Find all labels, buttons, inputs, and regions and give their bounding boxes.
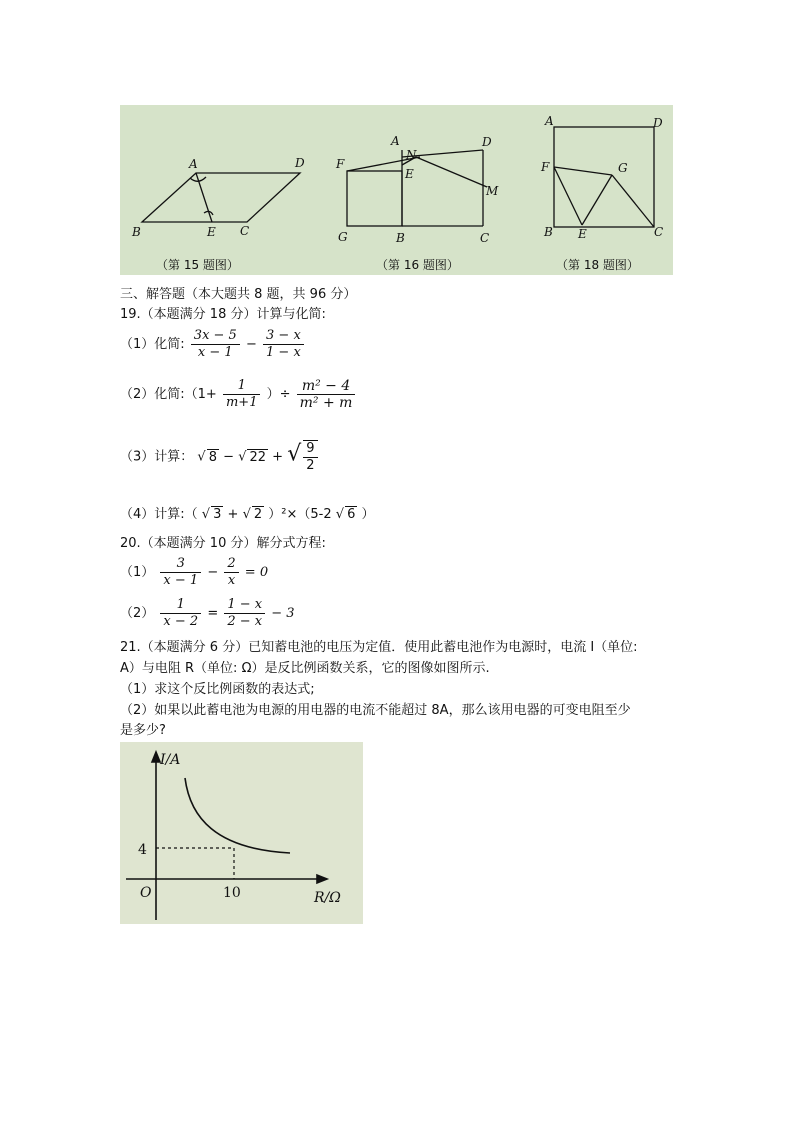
q19-stem: 19.（本题满分 18 分）计算与化简:	[120, 307, 326, 322]
fig18-label-G: G	[618, 161, 628, 175]
fig15-segment-AE	[196, 173, 212, 222]
q20-p2-frac1	[160, 597, 201, 630]
q19-p3-frac	[303, 440, 317, 474]
fig15-label-D: D	[295, 156, 305, 170]
q19-p2-label: （2）化简:（1+	[120, 387, 217, 402]
q19-p4-rad1: 3	[213, 507, 222, 522]
fig15-caption: （第 15 题图）	[156, 258, 239, 272]
fig18-line-GC	[612, 175, 654, 227]
fig18-label-A: A	[545, 114, 554, 128]
q20-p1-frac2	[224, 556, 238, 589]
q20-p2-den1: x − 2	[163, 614, 199, 629]
q19-p4-op: +	[227, 507, 239, 522]
q20-p1-frac1	[160, 556, 201, 589]
q20-p2-num1: 1	[160, 597, 201, 614]
q20-p2-frac2	[224, 597, 265, 630]
fig18-label-F: F	[541, 160, 550, 174]
fig15-label-A: A	[189, 157, 198, 171]
sqrt-icon: √	[197, 449, 206, 465]
q20-p2-den2: 2 − x	[227, 614, 263, 629]
fig15-label-E: E	[207, 225, 216, 239]
fig15-label-C: C	[240, 224, 250, 238]
fig18-square	[554, 127, 654, 227]
q21-line3: （1）求这个反比例函数的表达式;	[120, 682, 315, 697]
fig16-label-A: A	[391, 134, 400, 148]
section-title: 三、解答题（本大题共 8 题，共 96 分）	[120, 287, 357, 302]
sqrt-icon: √	[335, 507, 345, 522]
fig16-label-F: F	[336, 157, 345, 171]
y-tick-label: 4	[138, 842, 147, 858]
fig18-label-C: C	[654, 225, 664, 239]
q19-p2-num2: m² − 4	[297, 378, 356, 395]
q20-p2-eq: =	[207, 606, 219, 621]
q20-p1-num2: 2	[224, 556, 238, 573]
q19-p3-num: 9	[303, 441, 317, 458]
q19-p4-rad2: 2	[253, 507, 263, 522]
fig16-label-D: D	[482, 135, 492, 149]
q21-graph-svg	[120, 742, 363, 924]
q20-part2	[120, 597, 295, 630]
q19-p4-rad3: 6	[347, 507, 356, 522]
q19-p1-frac1	[191, 328, 240, 361]
sqrt-icon: √	[287, 441, 302, 467]
fig16-caption: （第 16 题图）	[376, 258, 459, 272]
y-axis-label: I/A	[160, 752, 181, 768]
q20-p2-label: （2）	[120, 606, 155, 621]
q19-p1-op: −	[245, 337, 257, 352]
q21-line1: 21.（本题满分 6 分）已知蓄电池的电压为定值．使用此蓄电池作为电源时，电流 I（单位:	[120, 640, 638, 655]
fig16-label-G: G	[338, 230, 348, 244]
q19-p1-frac2	[263, 328, 304, 361]
q19-p4-tail2: ）	[361, 507, 375, 522]
q19-p2-num1: 1	[223, 378, 261, 395]
q19-p1-num2: 3 − x	[263, 328, 304, 345]
q19-p3-rad2: 22	[249, 449, 267, 465]
y-axis-arrow-icon	[152, 752, 160, 762]
q19-p2-frac1	[223, 378, 261, 411]
q20-stem: 20.（本题满分 10 分）解分式方程:	[120, 536, 326, 551]
fig16-label-M: M	[486, 184, 499, 198]
fig16-label-E: E	[405, 167, 414, 181]
q19-p2-frac2	[297, 378, 356, 411]
q19-p1-den1: x − 1	[197, 345, 233, 360]
q19-part3	[120, 440, 320, 474]
fig18-caption: （第 18 题图）	[556, 258, 639, 272]
fig18-line-EG	[582, 175, 612, 225]
q19-p2-close: ）÷	[266, 387, 291, 402]
x-axis-arrow-icon	[317, 875, 327, 883]
fig18-line-FG	[554, 167, 612, 175]
q19-part4	[120, 506, 375, 523]
q19-p2-den1: m+1	[225, 395, 258, 410]
inverse-curve	[185, 778, 290, 853]
fig18-label-E: E	[578, 227, 587, 241]
fig18-line-FE	[554, 167, 582, 225]
figures-svg	[120, 105, 673, 275]
sqrt-icon: √	[242, 507, 251, 522]
x-axis-label: R/Ω	[314, 890, 341, 906]
q19-p2-den2: m² + m	[299, 395, 353, 411]
q20-p1-num1: 3	[160, 556, 201, 573]
q19-p3-label: （3）计算：	[120, 449, 194, 465]
fig16-line-NM	[416, 157, 487, 187]
sqrt-icon: √	[201, 507, 211, 522]
x-tick-label: 10	[223, 885, 241, 901]
figure-strip	[120, 105, 673, 275]
fig18-label-D: D	[653, 116, 663, 130]
fig18-label-B: B	[544, 225, 553, 239]
q19-p4-tail1: ）²×（5-2	[268, 507, 332, 522]
q20-p2-rhs: − 3	[271, 606, 295, 621]
q21-line2: A）与电阻 R（单位: Ω）是反比例函数关系，它的图像如图所示.	[120, 661, 490, 676]
q19-p1-den2: 1 − x	[266, 345, 301, 360]
q21-graph	[120, 742, 363, 924]
q19-part2	[120, 378, 357, 411]
q19-p3-den: 2	[306, 458, 315, 473]
q20-part1	[120, 556, 268, 589]
q19-p1-num1: 3x − 5	[191, 328, 240, 345]
q19-p3-op2: +	[272, 449, 284, 465]
origin-label: O	[140, 885, 152, 901]
fig16-label-N: N	[406, 148, 417, 162]
fig16-label-C: C	[480, 231, 490, 245]
q19-p3-op1: −	[223, 449, 235, 465]
q20-p1-rhs: = 0	[244, 565, 269, 580]
q20-p1-op: −	[207, 565, 219, 580]
q19-p4-label: （4）计算:（	[120, 507, 198, 522]
q19-p1-label: （1）化简:	[120, 337, 185, 352]
q19-part1	[120, 328, 306, 361]
q19-p3-rad1: 8	[208, 449, 217, 465]
fig15-parallelogram	[142, 173, 300, 222]
q20-p1-label: （1）	[120, 565, 155, 580]
q21-line4: （2）如果以此蓄电池为电源的用电器的电流不能超过 8A，那么该用电器的可变电阻至少	[120, 703, 631, 718]
fig15-label-B: B	[132, 225, 141, 239]
fig16-square-left	[347, 171, 402, 226]
q21-line5: 是多少?	[120, 723, 166, 738]
sqrt-icon: √	[238, 449, 247, 465]
q20-p1-den2: x	[227, 573, 236, 588]
q20-p2-num2: 1 − x	[224, 597, 265, 614]
q20-p1-den1: x − 1	[163, 573, 199, 588]
fig16-label-B: B	[396, 231, 405, 245]
